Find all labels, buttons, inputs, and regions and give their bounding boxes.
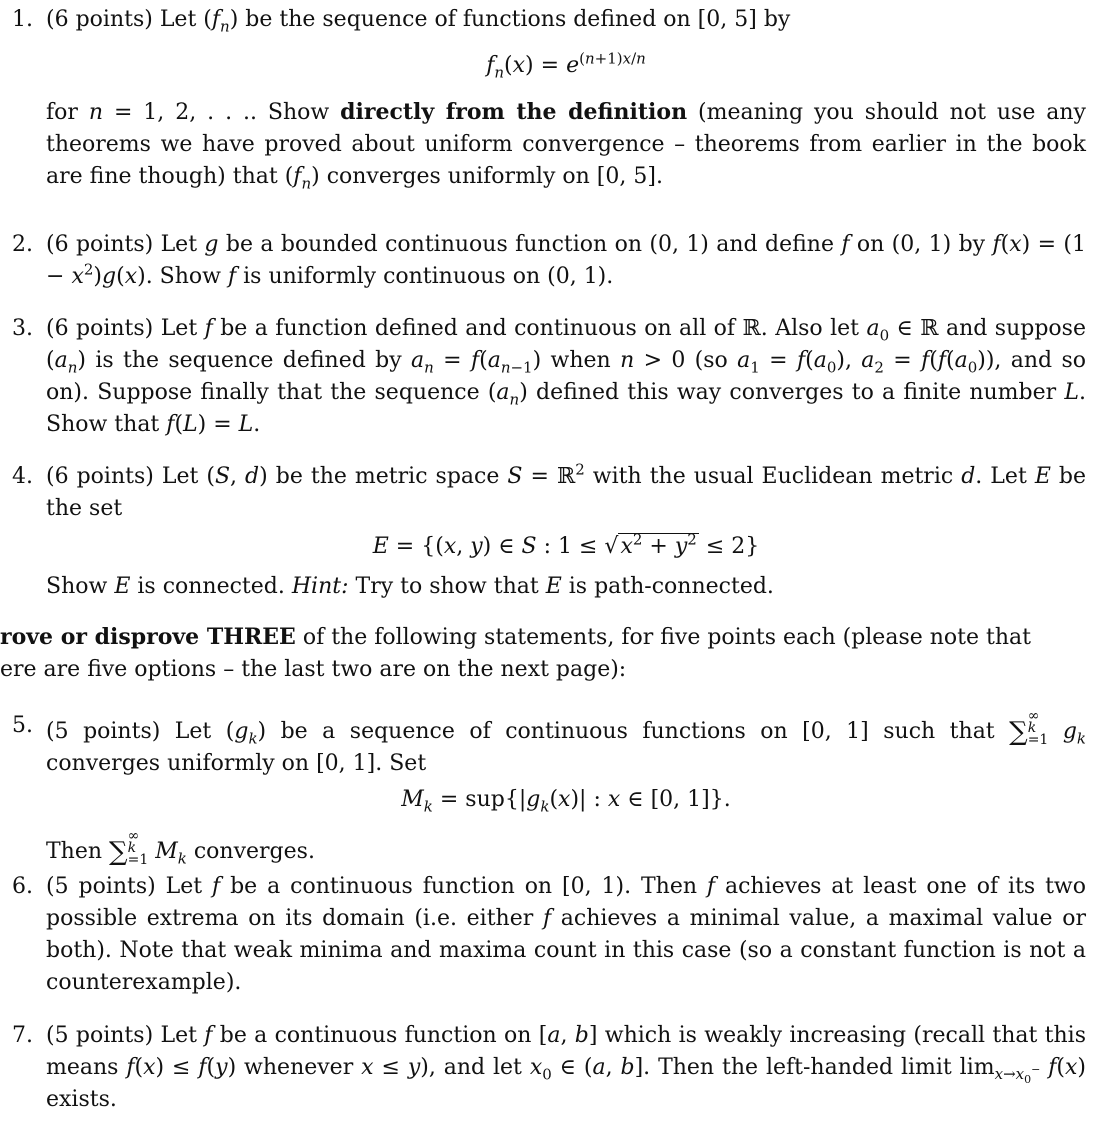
statement-body — [46, 871, 1086, 999]
problem-number: 2. — [12, 232, 33, 257]
statement-5 — [12, 710, 1086, 868]
statement-5-text: (5 points) Let $(g_k)$ be a sequence of continuous functions on [0, 1] such that ∑ ∞ k =1 $g_k$ converges uniformly on [0, 1]. Set — [46, 708, 1087, 776]
statement-6-text: (5 points) Let f be a continuous function on [0, 1). Then f achieves at least one of its two possible extrema on its domain (i.e. either f achieves a minimal value, a maximal value or both). Note that weak minima and maxima count in this case (so a constant function is not a counterexample). — [46, 874, 1086, 995]
display-equation: $M_k = sup\{|g_k(x)|$ : x ∈ [0, 1]}. — [401, 787, 731, 816]
statement-7 — [12, 1020, 1086, 1116]
problem-number: 1. — [12, 7, 33, 32]
problem-number: 3. — [12, 316, 33, 341]
problem-body — [46, 461, 1086, 603]
instruction-line-2: ere are five options – the last two are on the next page): — [0, 657, 627, 682]
statement-number: 6. — [12, 874, 33, 899]
statement-body — [46, 1020, 1086, 1116]
problem-1-text: (6 points) Let $(f_n)$ be the sequence of functions defined on [0, 5] by — [46, 7, 791, 36]
problem-3-text: (6 points) Let f be a function defined and continuous on all of ℝ. Also let $a_0$ ∈ ℝ and suppose $(a_n)$ is the sequence defined by $a_n = f(a_{n-1})$ when n > 0 (so $a_1 = f(a_0)$, $a_2 = f(f(a_0))$, and so on). Suppose finally that the sequence $(a_n)$ defined this way converges to a finite number L. Show that f(L) = L. — [46, 316, 1086, 437]
problem-2-text: (6 points) Let g be a bounded continuous function on (0, 1) and define f on (0, 1) by $f(x) = (1 - x^2)g(x)$. Show f is uniformly continuous on (0, 1). — [46, 232, 1086, 289]
instruction-line-1: rove or disprove THREE of the following statements, for five points each (please note that — [0, 624, 1031, 650]
statement-number: 5. — [12, 713, 33, 738]
problem-1 — [12, 4, 1086, 193]
problem-body — [46, 229, 1086, 293]
problem-body — [46, 4, 1086, 193]
problem-4-hint: Show E is connected. Hint: Try to show that E is path-connected. — [46, 574, 774, 599]
problem-4-text: (6 points) Let (S, d) be the metric space S = ℝ$^2$ with the usual Euclidean metric d. Let E be the set — [46, 460, 1086, 521]
display-equation: $f_n(x) = e^{(n+1)x/n}$ — [486, 49, 646, 82]
problem-1-continuation: for n = 1, 2, . . .. Show directly from the definition (meaning you should not use any theorems we have proved about uniform convergence – theorems from earlier in the book are fine though) that $(f_n)$ converges uniformly on [0, 5]. — [46, 99, 1086, 193]
problem-3 — [12, 313, 1086, 441]
problem-2 — [12, 229, 1086, 293]
instruction-text — [0, 621, 1086, 686]
problem-body — [46, 313, 1086, 441]
statement-6 — [12, 871, 1086, 999]
statement-body — [46, 710, 1086, 868]
problem-number: 4. — [12, 464, 33, 489]
problem-4 — [12, 461, 1086, 603]
statement-7-text: (5 points) Let f be a continuous function on [a, b] which is weakly increasing (recall that this means f(x) ≤ f(y) whenever x ≤ y), and let $x_0$ ∈ (a, b]. Then the left-handed limit $\lim_{x\to x_0^-} f(x)$ exists. — [46, 1023, 1087, 1112]
statement-number: 7. — [12, 1023, 33, 1048]
statement-5-conclusion: Then ∑ ∞ k =1 $M_k$ converges. — [46, 828, 315, 868]
display-equation: E = {(x, y) ∈ S : $1 \le √x^2 + y^2 \le 2$} — [372, 530, 760, 559]
